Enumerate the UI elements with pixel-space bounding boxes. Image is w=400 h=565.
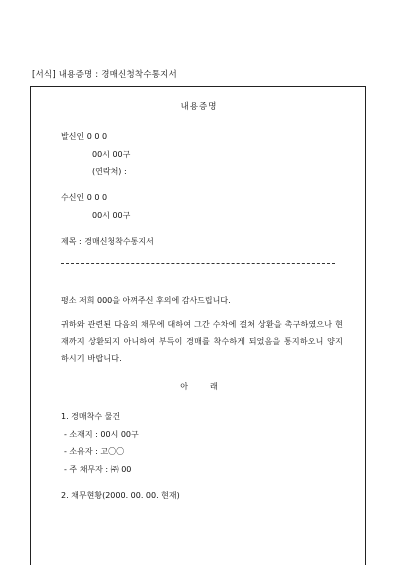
section1-heading: 1. 경매착수 물건 [61, 412, 121, 421]
separator-line [61, 263, 335, 264]
sender-contact: (연락처) : [92, 167, 127, 176]
sender-label: 발신인 0 0 0 [61, 132, 108, 141]
sender-address: 00시 00구 [92, 150, 131, 159]
document-heading: [서식] 내용증명 : 경매신청착수통지서 [32, 70, 177, 80]
section1-item: - 소재지 : 00시 00구 [64, 430, 139, 439]
memo-label: 아래 [180, 382, 240, 391]
document-title: 내용증명 [180, 102, 218, 112]
section2-heading: 2. 채무현황(2000. 00. 00. 현재) [61, 491, 180, 500]
recipient-label: 수신인 0 0 0 [61, 193, 108, 202]
greeting-text: 평소 저희 000을 아껴주신 후의에 감사드립니다. [61, 296, 231, 305]
document-frame [30, 86, 366, 565]
subject-line: 제목 : 경매신청착수통지서 [61, 237, 154, 246]
section1-item: - 주 채무자 : ㈜ 00 [64, 465, 132, 474]
body-paragraph: 귀하와 관련된 다음의 채무에 대하여 그간 수차에 걸쳐 상환을 촉구하였으나 현재까지 상환되지 아니하여 부득이 경매를 착수하게 되었음을 통지하오니 양지하시기 바랍니다. [61, 320, 343, 363]
section1-item: - 소유자 : 고〇〇 [64, 447, 125, 456]
recipient-address: 00시 00구 [92, 211, 131, 220]
